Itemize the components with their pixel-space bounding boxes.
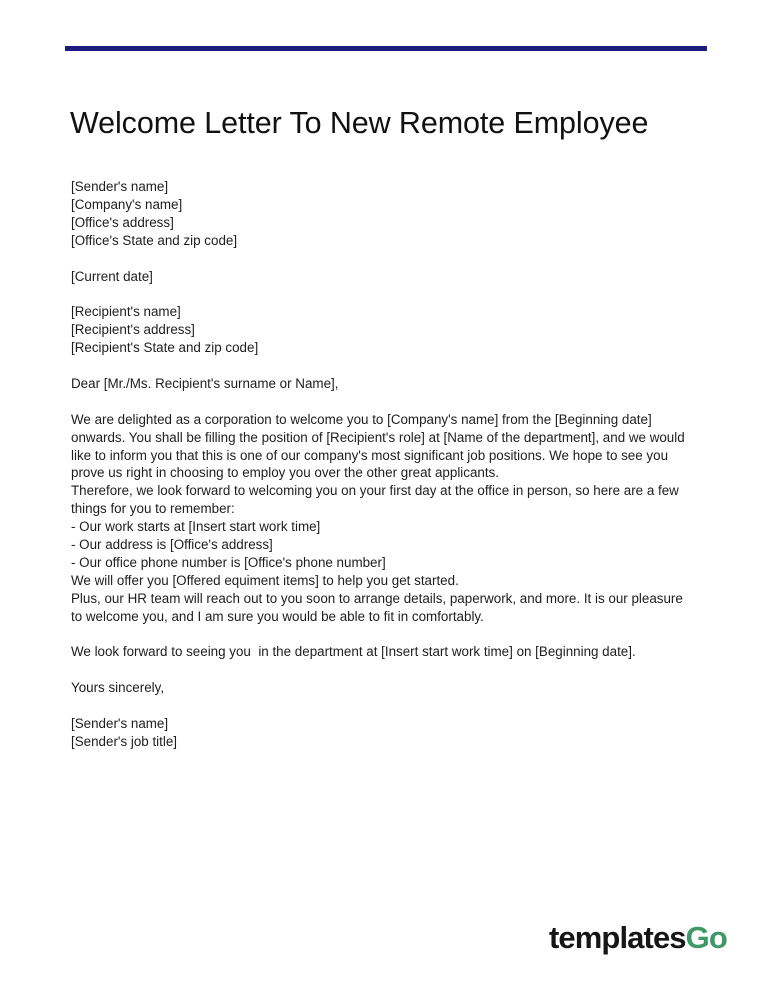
logo-text-go: Go	[685, 920, 727, 955]
paragraph-welcome: We are delighted as a corporation to welcome you to [Company's name] from the [Beginning date] onwards. You shall be filling the position of [Recipient's role] at [Name of the department], and we would like to inform you that this is one of our company's most significant job positions. We hope to see you prove us right in choosing to employ you over the other great applicants.	[71, 411, 689, 481]
bullet-work-start-time: - Our work starts at [Insert start work time]	[71, 519, 321, 535]
closing-expectation-block	[71, 643, 695, 661]
templatesgo-logo	[549, 920, 727, 956]
salutation-block	[71, 375, 695, 393]
sender-name: [Sender's name]	[71, 179, 169, 194]
paragraph-look-forward: We look forward to seeing you in the department at [Insert start work time] on [Beginning date].	[71, 644, 636, 660]
date-block	[71, 268, 695, 286]
closing-salutation: Yours sincerely,	[71, 680, 165, 696]
paragraph-hr-followup: Plus, our HR team will reach out to you soon to arrange details, paperwork, and more. It is our pleasure to welcome you, and I am sure you would be able to fit in comfortably.	[71, 590, 687, 624]
signature-block	[71, 715, 695, 751]
header-accent-rule	[65, 46, 707, 51]
sender-office-address: [Office's address]	[71, 214, 174, 230]
logo-text-templates: templates	[549, 920, 686, 955]
signature-job-title: [Sender's job title]	[71, 733, 178, 749]
salutation: Dear [Mr./Ms. Recipient's surname or Name],	[71, 375, 339, 391]
recipient-name: [Recipient's name]	[71, 304, 181, 320]
bullet-office-address: - Our address is [Office's address]	[71, 537, 273, 553]
sender-company: [Company's name]	[71, 196, 183, 212]
closing-block	[71, 679, 695, 697]
letter-body	[71, 178, 695, 751]
paragraph-first-day: Therefore, we look forward to welcoming you on your first day at the office in person, so here are a few things for you to remember:	[71, 483, 683, 517]
paragraph-equipment: We will offer you [Offered equiment items] to help you get started.	[71, 572, 459, 588]
recipient-address-block	[71, 303, 695, 357]
body-block	[71, 411, 695, 626]
sender-address-block	[71, 178, 695, 250]
bullet-office-phone: - Our office phone number is [Office's phone number]	[71, 554, 386, 570]
recipient-address: [Recipient's address]	[71, 322, 195, 338]
page-title: Welcome Letter To New Remote Employee	[70, 106, 649, 141]
signature-sender-name: [Sender's name]	[71, 716, 169, 732]
current-date: [Current date]	[71, 268, 153, 284]
recipient-state-zip: [Recipient's State and zip code]	[71, 340, 259, 356]
sender-office-state-zip: [Office's State and zip code]	[71, 232, 238, 248]
